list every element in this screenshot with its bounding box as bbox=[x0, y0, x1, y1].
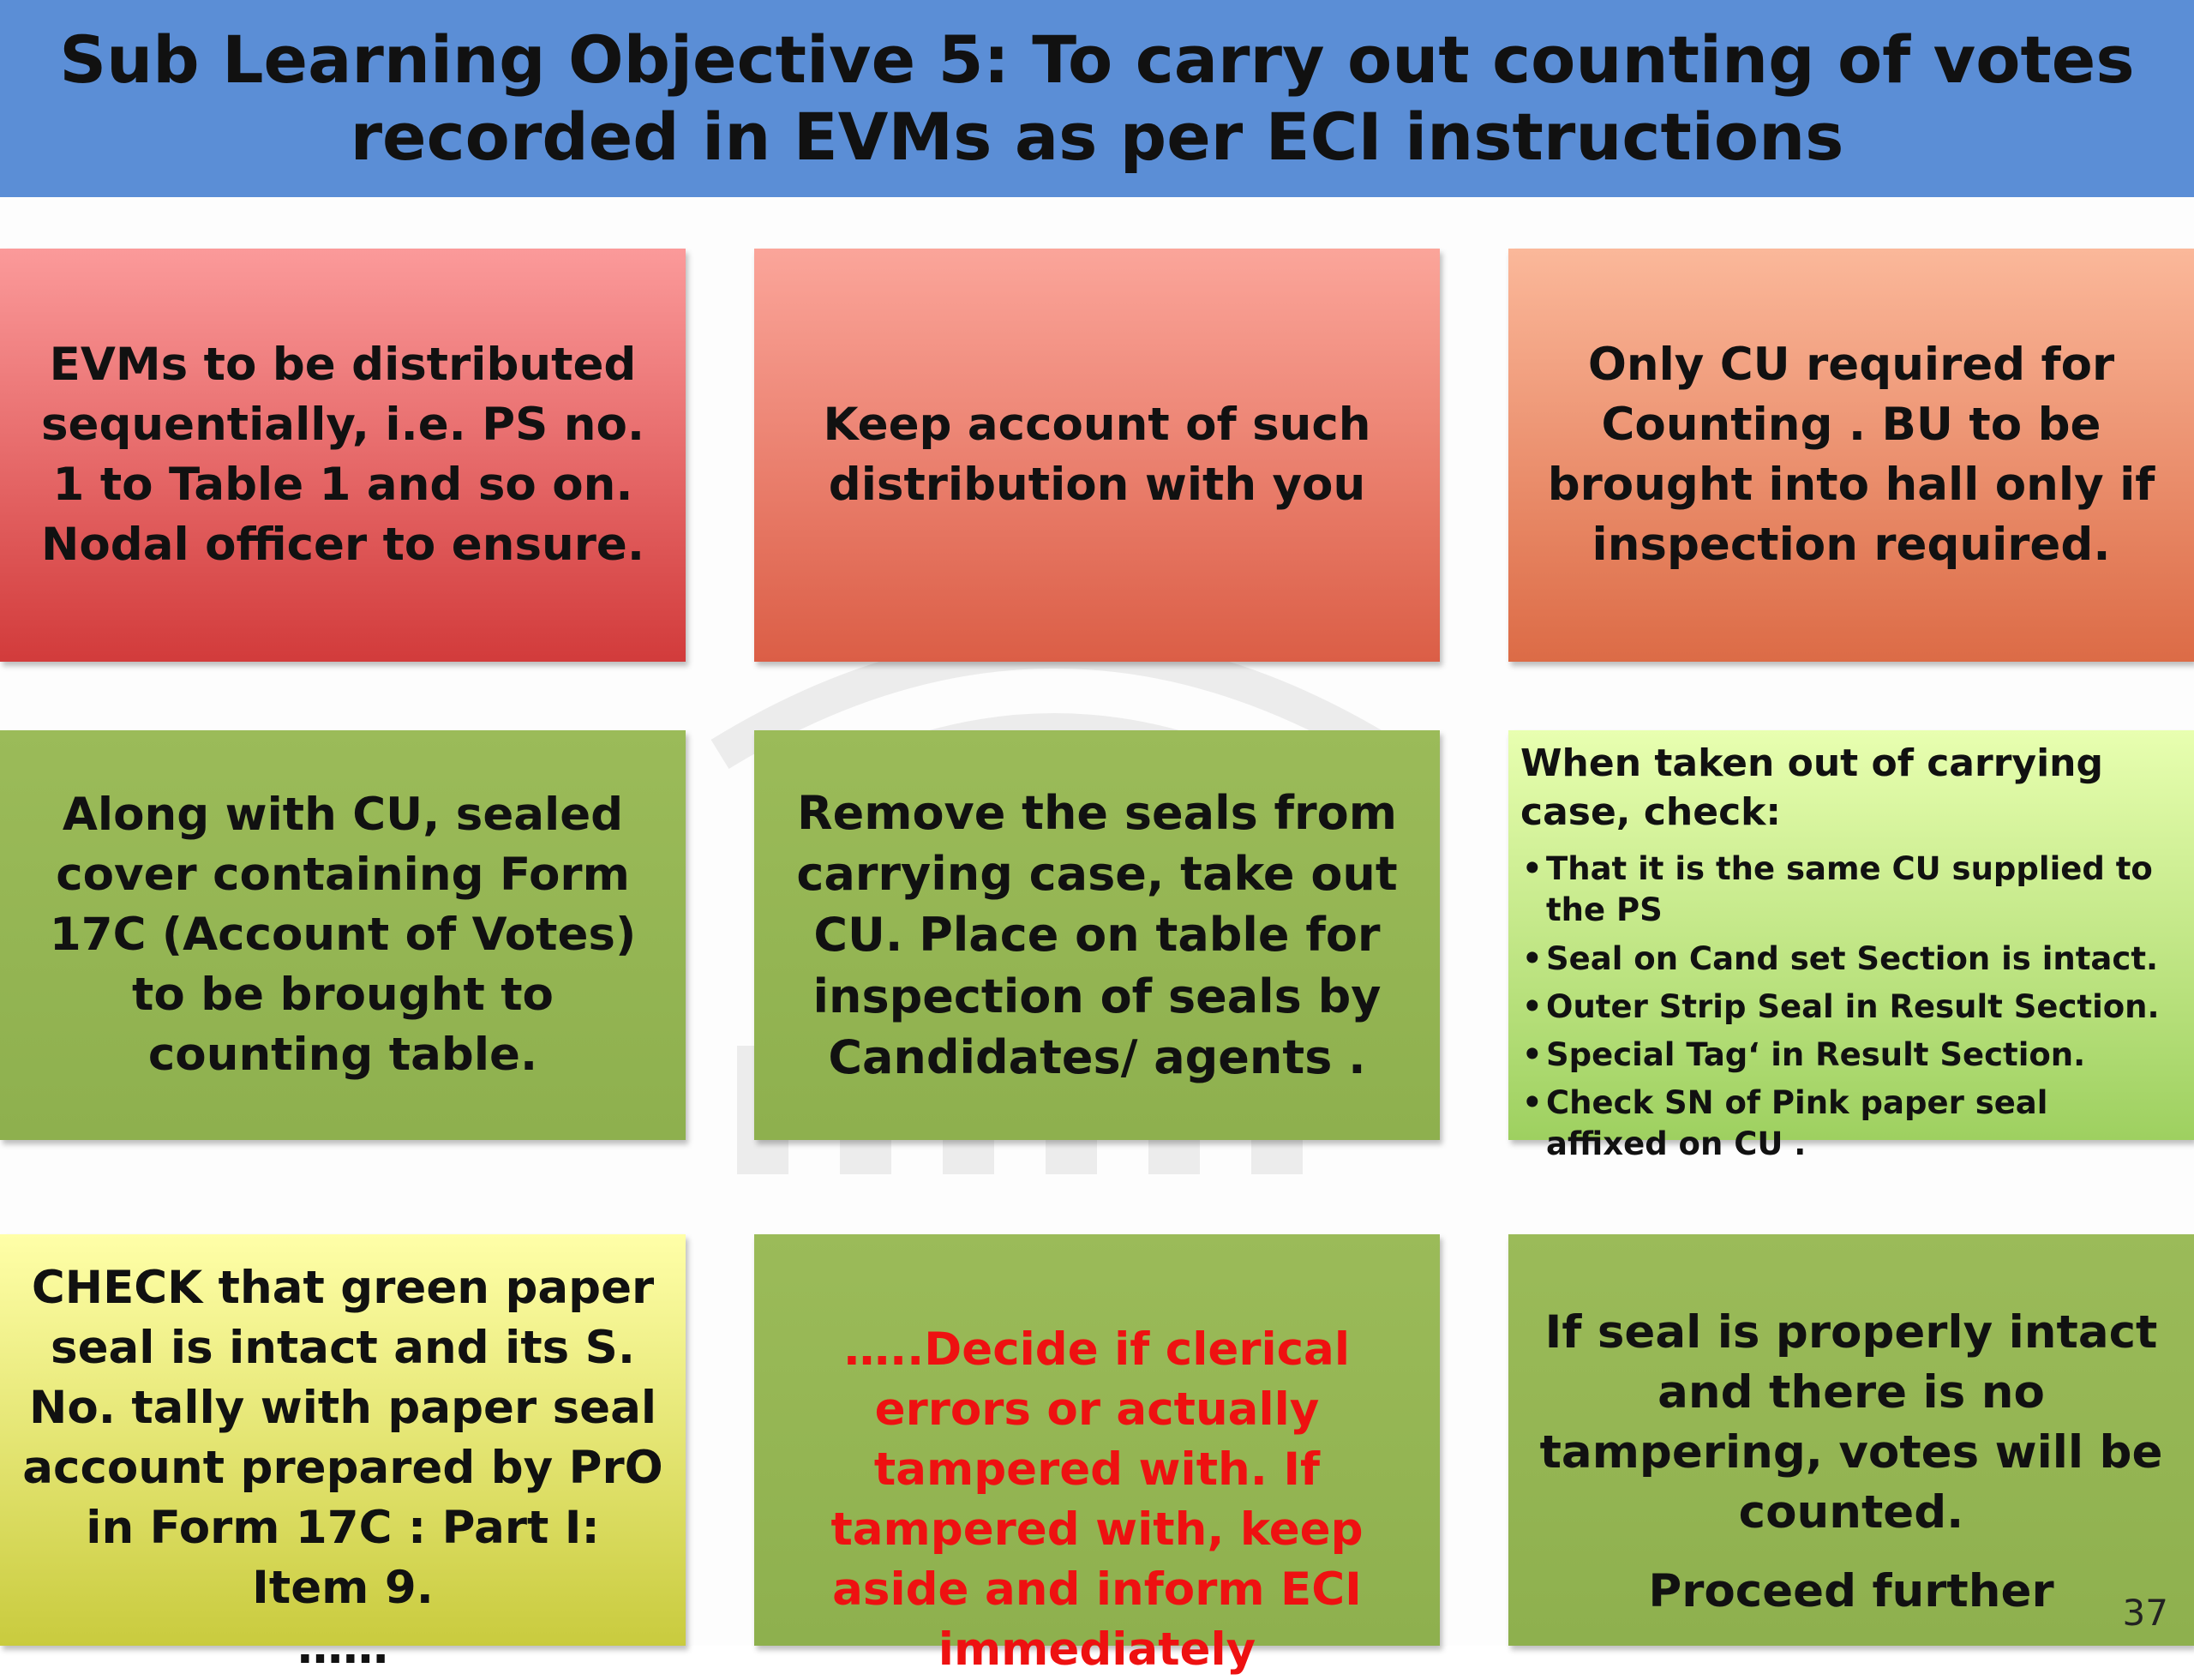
box-proceed-text: If seal is properly intact and there is no tampering, votes will be counted. bbox=[1539, 1306, 2163, 1539]
box-decide-errors bbox=[754, 1234, 1440, 1676]
box-sealed-cover bbox=[0, 730, 686, 1140]
box-green-seal bbox=[0, 1234, 686, 1674]
box-distribution-text: EVMs to be distributed sequentially, i.e. PS no. 1 to Table 1 and so on. Nodal officer to ensure. bbox=[40, 339, 645, 571]
list-item: • That it is the same CU supplied to the PS bbox=[1520, 849, 2172, 931]
page-number: 37 bbox=[2122, 1592, 2168, 1634]
list-item: • Outer Strip Seal in Result Section. bbox=[1520, 987, 2172, 1028]
box-sealed-cover-text: Along with CU, sealed cover containing Form 17C (Account of Votes) to be brought to counting table. bbox=[49, 789, 637, 1081]
box-remove-seals-text: Remove the seals from carrying case, take out CU. Place on table for inspection of seals by Candidates/ agents . bbox=[796, 785, 1398, 1084]
box-keep-account bbox=[754, 249, 1440, 662]
box-check-list bbox=[1508, 730, 2194, 1162]
list-item: • Check SN of Pink paper seal affixed on CU . bbox=[1520, 1083, 2172, 1165]
title-line-1: Sub Learning Objective 5: To carry out counting of votes bbox=[59, 21, 2135, 99]
box-decide-errors-text: …..Decide if clerical errors or actually tampered with. If tampered with, keep aside and inform ECI immediately bbox=[830, 1323, 1364, 1676]
box-keep-account-text: Keep account of such distribution with you bbox=[823, 399, 1371, 511]
list-item: • Seal on Cand set Section is intact. bbox=[1520, 939, 2172, 980]
box-green-seal-text: CHECK that green paper seal is intact and its S. No. tally with paper seal account prepared by PrO in Form 17C : Part I: Item 9. bbox=[22, 1262, 663, 1614]
box-proceed bbox=[1508, 1234, 2194, 1646]
box-only-cu bbox=[1508, 249, 2194, 662]
check-list-lead: When taken out of carrying case, check: bbox=[1520, 741, 2103, 835]
check-list bbox=[1520, 849, 2172, 1172]
box-remove-seals bbox=[754, 730, 1440, 1140]
box-only-cu-text: Only CU required for Counting . BU to be brought into hall only if inspection required. bbox=[1547, 339, 2155, 571]
box-proceed-further: Proceed further bbox=[1648, 1564, 2054, 1617]
list-item: • Special Tag‘ in Result Section. bbox=[1520, 1035, 2172, 1076]
box-distribution bbox=[0, 249, 686, 662]
title-bar bbox=[0, 0, 2194, 197]
box-green-seal-ellipsis: …… bbox=[297, 1621, 388, 1674]
title-line-2: recorded in EVMs as per ECI instructions bbox=[350, 99, 1844, 175]
page-title bbox=[59, 21, 2134, 175]
